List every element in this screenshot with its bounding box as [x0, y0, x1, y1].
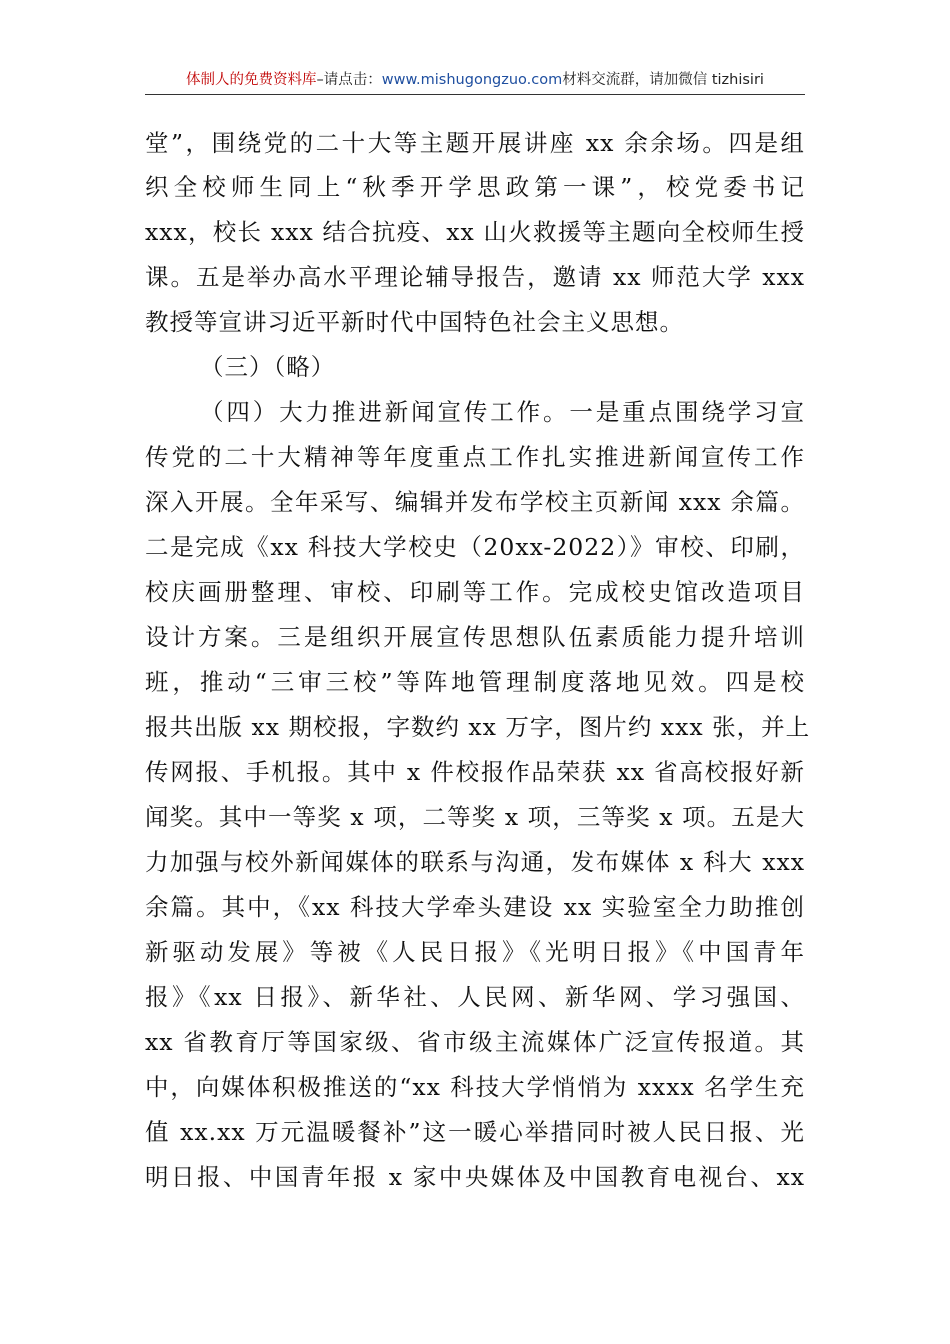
header-divider	[145, 94, 805, 95]
header-prompt: –请点击：	[316, 72, 382, 88]
body-line: 值 xx.xx 万元温暖餐补”这一暖心举措同时被人民日报、光	[145, 1118, 805, 1146]
body-line: 堂”，围绕党的二十大等主题开展讲座 xx 余余场。四是组	[145, 129, 805, 157]
body-line: 报》《xx 日报》、新华社、人民网、新华网、学习强国、	[145, 983, 805, 1011]
body-line: 新驱动发展》等被《人民日报》《光明日报》《中国青年	[145, 938, 805, 966]
body-line: 教授等宣讲习近平新时代中国特色社会主义思想。	[145, 308, 684, 336]
body-line: 二是完成《xx 科技大学校史（20xx-2022）》审校、印刷，	[145, 533, 805, 561]
body-line: 班，推动“三审三校”等阵地管理制度落地见效。四是校	[145, 668, 805, 696]
body-line: 传网报、手机报。其中 x 件校报作品荣获 xx 省高校报好新	[145, 758, 805, 786]
body-line: 中，向媒体积极推送的“xx 科技大学悄悄为 xxxx 名学生充	[145, 1073, 805, 1101]
body-line: 传党的二十大精神等年度重点工作扎实推进新闻宣传工作	[145, 443, 805, 471]
body-line: 明日报、中国青年报 x 家中央媒体及中国教育电视台、xx	[145, 1163, 805, 1191]
body-line: 织全校师生同上“秋季开学思政第一课”，校党委书记	[145, 173, 805, 201]
body-line: 力加强与校外新闻媒体的联系与沟通，发布媒体 x 科大 xxx	[145, 848, 805, 876]
header-brand: 体制人的免费资料库	[186, 72, 317, 88]
body-line: xx 省教育厅等国家级、省市级主流媒体广泛宣传报道。其	[145, 1028, 805, 1056]
body-line: 课。五是举办高水平理论辅导报告，邀请 xx 师范大学 xxx	[145, 263, 805, 291]
body-line: 闻奖。其中一等奖 x 项，二等奖 x 项，三等奖 x 项。五是大	[145, 803, 805, 831]
section-heading-3: （三）（略）	[200, 353, 336, 381]
body-line: 校庆画册整理、审校、印刷等工作。完成校史馆改造项目	[145, 578, 805, 606]
body-line: 深入开展。全年采写、编辑并发布学校主页新闻 xxx 余篇。	[145, 488, 805, 516]
body-line: 设计方案。三是组织开展宣传思想队伍素质能力提升培训	[145, 623, 805, 651]
body-line: 报共出版 xx 期校报，字数约 xx 万字，图片约 xxx 张，并上	[145, 713, 811, 741]
body-line: xxx，校长 xxx 结合抗疫、xx 山火救援等主题向全校师生授	[145, 218, 805, 246]
page-header	[145, 66, 805, 94]
body-line: 余篇。其中，《xx 科技大学牵头建设 xx 实验室全力助推创	[145, 893, 805, 921]
section-heading-4: （四）大力推进新闻宣传工作。一是重点围绕学习宣	[200, 398, 805, 426]
header-url-link[interactable]: www.mishugongzuo.com	[381, 72, 563, 88]
header-note: 材料交流群，请加微信 tizhisiri	[562, 72, 764, 88]
